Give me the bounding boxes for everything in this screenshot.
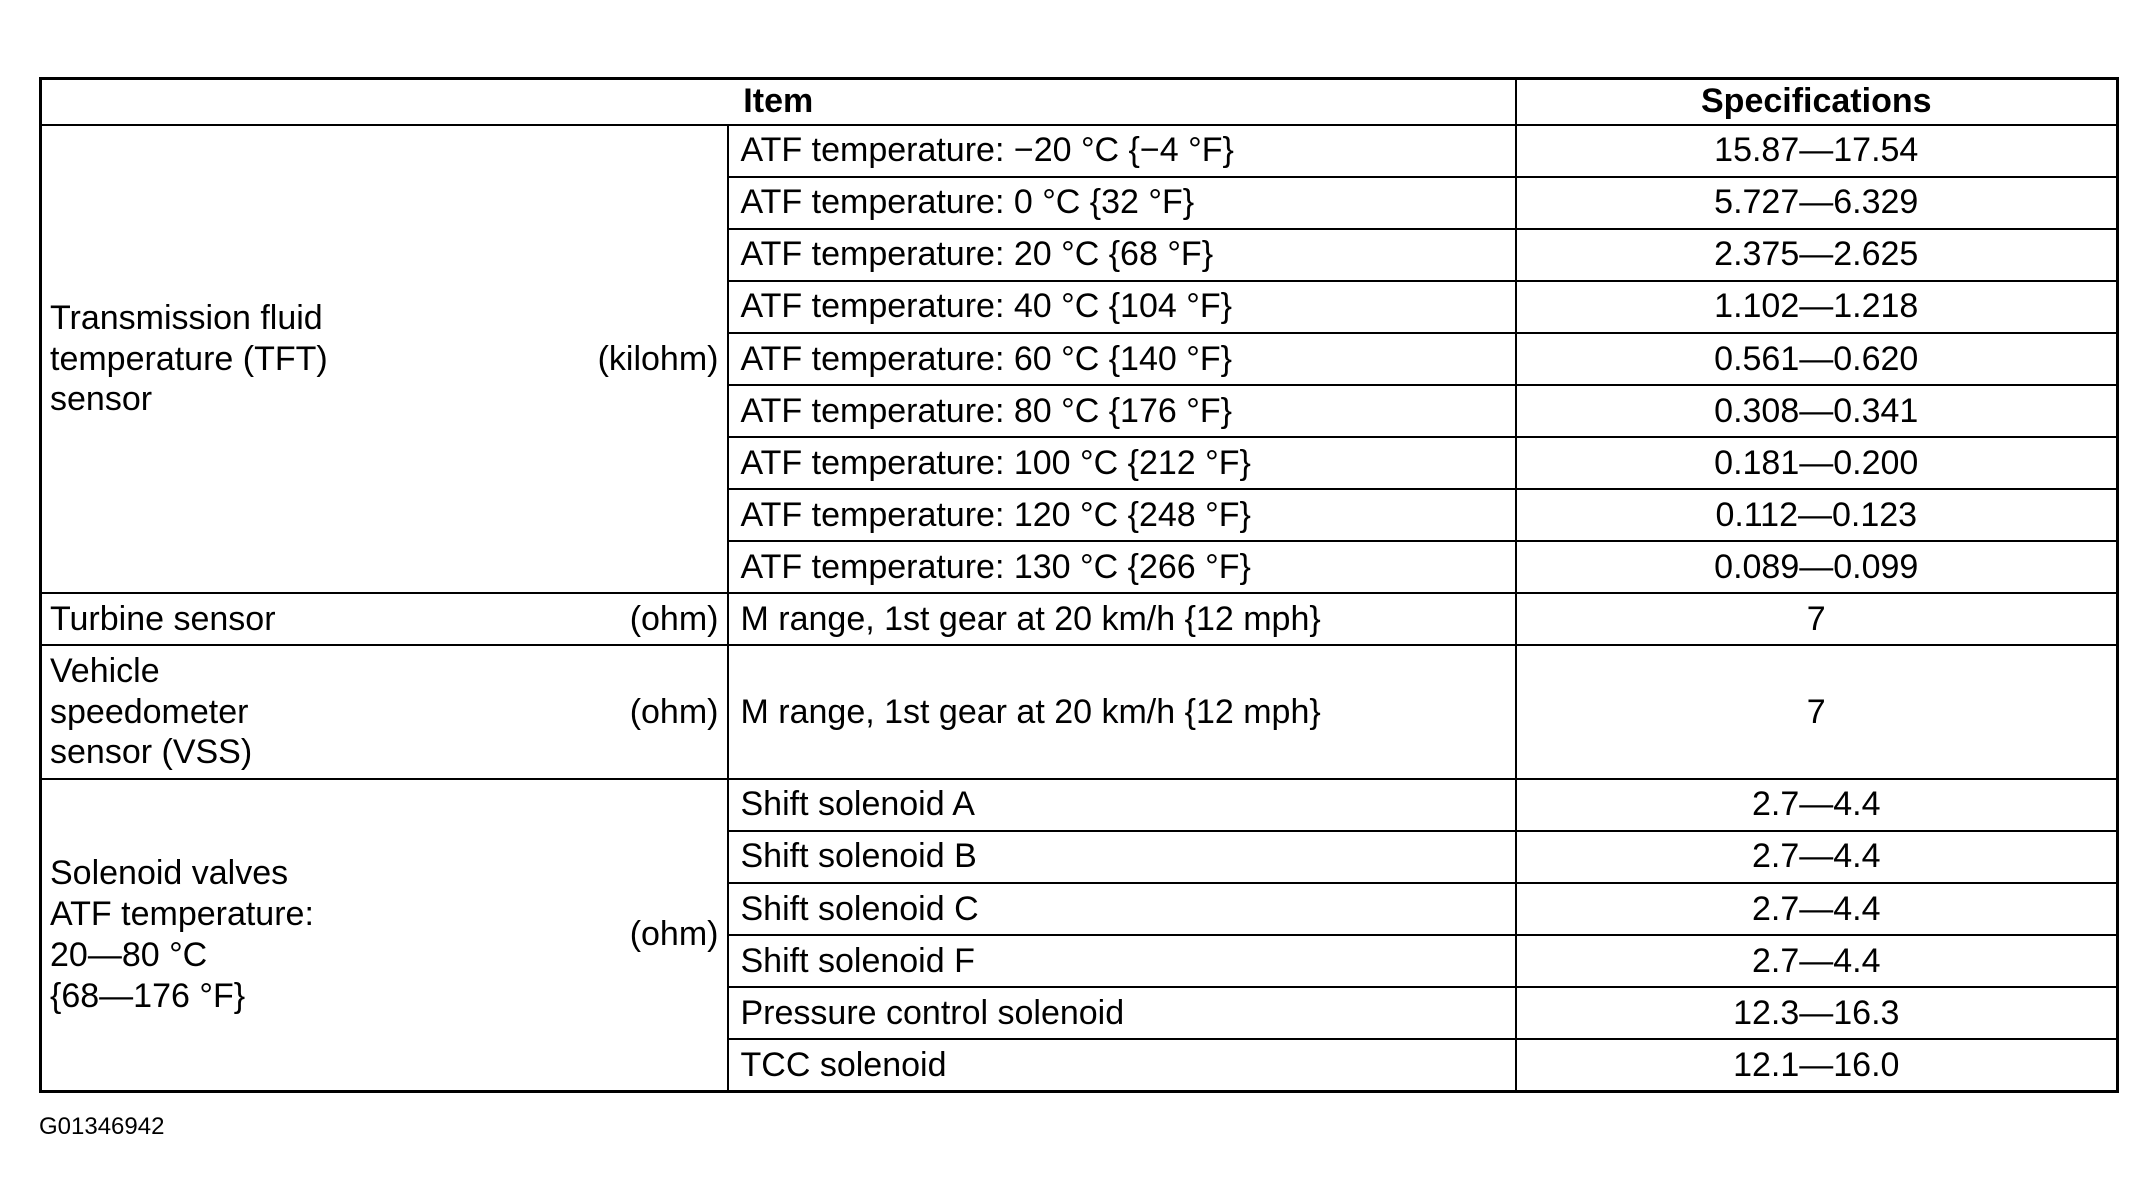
condition-cell: ATF temperature: 0 °C {32 °F} [728, 177, 1516, 229]
component-label: Turbine sensor [50, 599, 276, 638]
specification-cell: 2.375—2.625 [1516, 229, 2118, 281]
component-label: Solenoid valves ATF temperature: 20—80 °C {68—176 °F} [50, 854, 314, 1015]
specification-cell: 0.181—0.200 [1516, 437, 2118, 489]
specification-cell: 0.112—0.123 [1516, 489, 2118, 541]
component-cell [41, 125, 728, 594]
table-row [41, 593, 2118, 645]
specification-cell: 15.87—17.54 [1516, 125, 2118, 177]
figure-id: G01346942 [39, 1113, 165, 1140]
condition-cell: ATF temperature: 120 °C {248 °F} [728, 489, 1516, 541]
component-label: Transmission fluid temperature (TFT) sensor [50, 298, 328, 419]
header-item: Item [41, 79, 1516, 125]
specification-cell: 7 [1516, 593, 2118, 645]
condition-cell: ATF temperature: 100 °C {212 °F} [728, 437, 1516, 489]
unit-label: (ohm) [629, 915, 719, 954]
condition-cell: M range, 1st gear at 20 km/h {12 mph} [728, 593, 1516, 645]
specification-cell: 2.7—4.4 [1516, 831, 2118, 883]
specifications-table [39, 77, 2119, 1093]
condition-cell: ATF temperature: 20 °C {68 °F} [728, 229, 1516, 281]
specification-cell: 0.561—0.620 [1516, 333, 2118, 385]
unit-label: (ohm) [629, 692, 719, 731]
specification-cell: 7 [1516, 645, 2118, 778]
table-body [41, 125, 2118, 1092]
condition-cell: ATF temperature: 60 °C {140 °F} [728, 333, 1516, 385]
table-row [41, 125, 2118, 177]
condition-cell: ATF temperature: 130 °C {266 °F} [728, 541, 1516, 593]
condition-cell: ATF temperature: 40 °C {104 °F} [728, 281, 1516, 333]
specification-cell: 2.7—4.4 [1516, 935, 2118, 987]
condition-cell: Shift solenoid C [728, 883, 1516, 935]
condition-cell: ATF temperature: −20 °C {−4 °F} [728, 125, 1516, 177]
header-specifications: Specifications [1516, 79, 2118, 125]
component-cell [41, 593, 728, 645]
component-label: Vehicle speedometer sensor (VSS) [50, 651, 253, 772]
table-row [41, 645, 2118, 778]
specification-cell: 12.3—16.3 [1516, 987, 2118, 1039]
component-cell [41, 779, 728, 1092]
specification-cell: 2.7—4.4 [1516, 883, 2118, 935]
condition-cell: ATF temperature: 80 °C {176 °F} [728, 385, 1516, 437]
unit-label: (kilohm) [597, 339, 719, 378]
condition-cell: Shift solenoid F [728, 935, 1516, 987]
condition-cell: Shift solenoid A [728, 779, 1516, 831]
condition-cell: TCC solenoid [728, 1039, 1516, 1091]
component-cell [41, 645, 728, 778]
unit-label: (ohm) [629, 599, 719, 638]
table-row [41, 779, 2118, 831]
condition-cell: Shift solenoid B [728, 831, 1516, 883]
specification-cell: 0.089—0.099 [1516, 541, 2118, 593]
specification-cell: 12.1—16.0 [1516, 1039, 2118, 1091]
specification-cell: 1.102—1.218 [1516, 281, 2118, 333]
specification-cell: 0.308—0.341 [1516, 385, 2118, 437]
specification-cell: 5.727—6.329 [1516, 177, 2118, 229]
condition-cell: M range, 1st gear at 20 km/h {12 mph} [728, 645, 1516, 778]
header-row [41, 79, 2118, 125]
specification-cell: 2.7—4.4 [1516, 779, 2118, 831]
condition-cell: Pressure control solenoid [728, 987, 1516, 1039]
